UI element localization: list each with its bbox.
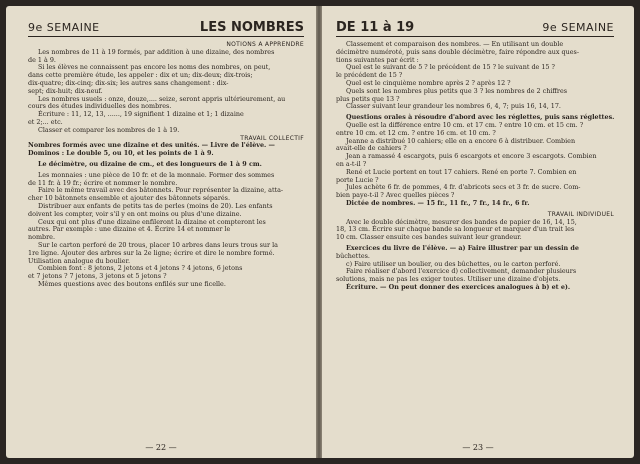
text-line: Faire le même travail avec des bâtonnets. Pour représenter la dizaine, atta-: [38, 186, 284, 195]
text-line: nombre.: [28, 233, 55, 242]
text-line: 10 cm. Classer ensuite ces bandes suivant leur grandeur.: [336, 233, 522, 242]
text-line: Quel est le suivant de 5 ? le précédent de 15 ? le suivant de 15 ?: [346, 63, 555, 72]
text-line: Combien font : 8 jetons, 2 jetons et 4 jetons ? 4 jetons, 6 jetons: [38, 264, 243, 273]
text-line: 1re ligne. Ajouter des arbres sur la 2e ligne; écrire et dire le nombre formé.: [28, 248, 275, 257]
text-line: Dictée de nombres. — 15 fr., 11 fr., 7 fr., 14 fr., 6 fr.: [346, 198, 530, 207]
text-line: Ceux qui ont plus d'une dizaine enfileront la dizaine et compteront les: [38, 217, 266, 226]
text-line: dans cette première étude, les appeler : dix et un; dix-deux; dix-trois;: [28, 71, 253, 80]
text-line: et 7 jetons ? 7 jetons, 3 jetons et 5 jetons ?: [28, 272, 167, 281]
text-line: Classer et comparer les nombres de 1 à 19.: [38, 125, 180, 134]
text-line: en a-t-il ?: [336, 159, 367, 168]
text-line: Questions orales à résoudre d'abord avec les réglettes, puis sans réglettes.: [346, 113, 615, 122]
text-line: Écriture : 11, 12, 13, ......, 19 signifient 1 dizaine et 1; 1 dizaine: [38, 110, 244, 119]
left-page: [6, 6, 316, 458]
page-number: — 23 —: [462, 443, 494, 452]
text-line: René et Lucie portent en tout 17 cahiers. René en porte 7. Combien en: [346, 167, 577, 176]
text-line: Distribuer aux enfants de petits tas de perles (moins de 20). Les enfants: [38, 201, 273, 210]
text-line: Quel est le cinquième nombre après 2 ? après 12 ?: [346, 78, 511, 87]
text-line: Utilisation analogue du boulier.: [28, 256, 130, 265]
page-number: — 22 —: [145, 443, 177, 452]
text-line: Jean a ramassé 4 escargots, puis 6 escargots et encore 3 escargots. Combien: [346, 152, 597, 161]
text-line: sept; dix-huit; dix-neuf.: [28, 86, 103, 95]
text-line: décimètre numéroté, puis sans double décimètre, faire répondre aux ques-: [336, 47, 579, 56]
text-line: Exercices du livre de l'élève. — a) Faire illustrer par un dessin de: [346, 243, 579, 252]
text-line: porte Lucie ?: [336, 175, 379, 184]
text-line: c) Faire utiliser un boulier, ou des bûchettes, ou le carton perforé.: [346, 259, 561, 268]
page-title: LES NOMBRES: [199, 20, 304, 35]
text-line: Écriture. — On peut donner des exercices analogues à b) et e).: [346, 282, 571, 291]
text-line: Si les élèves ne connaissent pas encore les noms des nombres, on peut,: [38, 63, 271, 72]
text-line: 18, 13 cm. Écrire sur chaque bande sa longueur et marquer d'un trait les: [336, 225, 575, 234]
text-line: entre 10 cm. et 12 cm. ? entre 16 cm. et 10 cm. ?: [336, 128, 496, 137]
text-line: autres. Par exemple : une dizaine et 4. Écrire 14 et nommer le: [28, 225, 231, 234]
text-line: Mêmes questions avec des boutons enfilés sur une ficelle.: [38, 279, 226, 288]
text-line: Le décimètre, ou dizaine de cm., et des longueurs de 1 à 9 cm.: [38, 159, 262, 168]
right-page: [322, 6, 634, 458]
week-label: 9e SEMAINE: [542, 21, 614, 34]
left-page-body: [28, 41, 304, 289]
text-line: de 11 fr. à 19 fr.; écrire et nommer le nombre.: [28, 178, 178, 187]
text-line: de 1 à 9.: [28, 55, 56, 64]
text-line: Les nombres de 11 à 19 formés, par addition à une dizaine, des nombres: [38, 47, 275, 56]
text-line: cher 10 bâtonnets ensemble et ajouter des bâtonnets séparés.: [28, 194, 230, 203]
text-line: Quels sont les nombres plus petits que 3 ? les nombres de 2 chiffres: [346, 86, 568, 95]
text-line: Jeanne a distribué 10 cahiers; elle en a encore 6 à distribuer. Combien: [346, 136, 576, 145]
text-line: tions suivantes par écrit :: [336, 55, 419, 64]
text-line: plus petits que 13 ?: [336, 94, 400, 103]
section-heading: NOTIONS A APPRENDRE: [226, 41, 304, 48]
text-line: et 2;... etc.: [28, 117, 63, 126]
text-line: Dominos : Le double 5, ou 10, et les points de 1 à 9.: [28, 149, 214, 158]
text-line: bûchettes.: [336, 251, 370, 260]
text-line: Sur le carton perforé de 20 trous, placer 10 arbres dans leurs trous sur la: [38, 240, 278, 249]
left-page-header: [28, 14, 304, 37]
text-line: Classer suivant leur grandeur les nombres 6, 4, 7; puis 16, 14, 17.: [346, 102, 561, 111]
text-line: dix-quatre; dix-cinq; dix-six; les autres sans changement : dix-: [28, 78, 229, 87]
text-line: Classement et comparaison des nombres. — En utilisant un double: [346, 40, 564, 48]
text-line: Quelle est la différence entre 10 cm. et 17 cm. ? entre 10 cm. et 15 cm. ?: [346, 120, 584, 129]
text-line: Faire réaliser d'abord l'exercice d) collectivement, demander plusieurs: [346, 267, 577, 276]
text-line: Jules achète 6 fr. de pommes, 4 fr. d'abricots secs et 3 fr. de sucre. Com-: [346, 183, 581, 192]
page-title: DE 11 à 19: [336, 20, 415, 35]
section-heading: TRAVAIL INDIVIDUEL: [547, 210, 614, 218]
text-line: avait-elle de cahiers ?: [336, 144, 407, 153]
text-line: solutions, mais ne pas les exiger toutes. Utiliser une dizaine d'objets.: [336, 275, 561, 284]
text-line: le précédent de 15 ?: [336, 71, 403, 80]
text-line: Nombres formés avec une dizaine et des unités. — Livre de l'élève. —: [28, 141, 275, 150]
right-page-header: [336, 14, 614, 37]
text-line: bien paye-t-il ? Avec quelles pièces ?: [336, 191, 455, 200]
right-page-body: [336, 41, 614, 292]
week-label: 9e SEMAINE: [28, 21, 100, 34]
text-line: cours des études individuelles des nombres.: [28, 102, 172, 111]
text-line: Avec le double décimètre, mesurer des bandes de papier de 16, 14, 15,: [346, 217, 577, 226]
text-line: Les monnaies : une pièce de 10 fr. et de la monnaie. Former des sommes: [38, 170, 275, 179]
section-heading: TRAVAIL COLLECTIF: [240, 134, 304, 142]
text-line: Les nombres usuels : onze, douze,.... seize, seront appris ultérieurement, au: [38, 94, 286, 103]
text-line: doivent les compter, voir s'il y en ont moins ou plus d'une dizaine.: [28, 209, 242, 218]
